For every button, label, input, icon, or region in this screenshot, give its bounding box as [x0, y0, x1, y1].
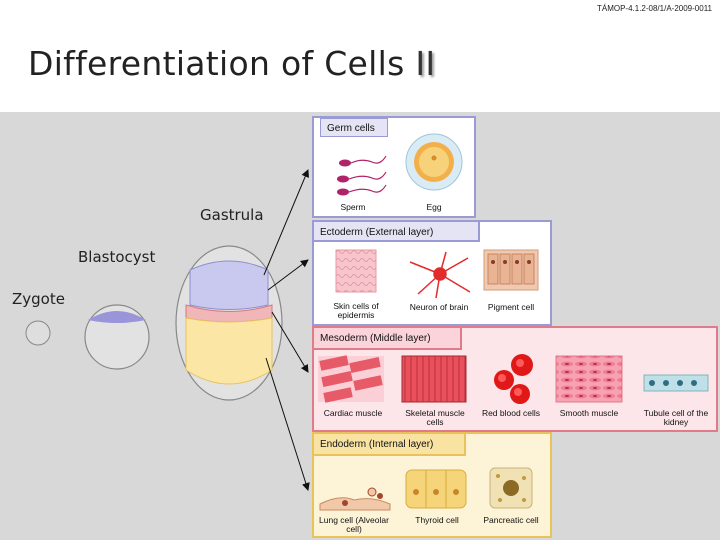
thyroid-cell-caption: Thyroid cell: [415, 515, 459, 525]
egg-icon: [406, 134, 462, 190]
lung-cell-caption: Lung cell (Alveolar cell): [319, 515, 389, 534]
blastocyst-label: Blastocyst: [78, 248, 156, 266]
zygote-label: Zygote: [12, 290, 65, 308]
red-blood-cells-icon: [494, 354, 533, 404]
smooth-muscle-caption: Smooth muscle: [559, 408, 619, 418]
skeletal-muscle-icon: [402, 356, 466, 402]
germ-cells-header: Germ cells: [320, 118, 388, 137]
skin-cells-icon: [336, 250, 376, 292]
mesoderm-header: Mesoderm (Middle layer): [312, 326, 462, 350]
header-code: TÁMOP-4.1.2-08/1/A-2009-0011: [596, 4, 712, 13]
gastrula-label: Gastrula: [200, 206, 264, 224]
title-roman: II: [415, 44, 436, 83]
pigment-cell-icon: [484, 250, 538, 290]
pancreatic-cell-caption: Pancreatic cell: [483, 515, 539, 525]
kidney-tubule-caption: Tubule cell of the kidney: [643, 408, 709, 427]
kidney-tubule-icon: [644, 375, 708, 391]
zygote-cell: [26, 321, 50, 345]
smooth-muscle-icon: [556, 356, 622, 402]
skeletal-muscle-caption: Skeletal muscle cells: [405, 408, 465, 427]
title-main: Differentiation of Cells: [28, 44, 405, 83]
sperm-icon: [337, 156, 386, 196]
pancreatic-cell-icon: [490, 468, 532, 508]
thyroid-cell-icon: [406, 470, 466, 508]
neuron-caption: Neuron of brain: [409, 302, 469, 312]
ectoderm-header: Ectoderm (External layer): [312, 220, 480, 242]
skin-cells-caption: Skin cells of epidermis: [333, 301, 379, 320]
endoderm-header: Endoderm (Internal layer): [312, 432, 466, 456]
red-blood-cells-caption: Red blood cells: [481, 408, 541, 418]
egg-caption: Egg: [426, 202, 442, 212]
lung-cell-icon: [320, 488, 390, 510]
cardiac-muscle-icon: [318, 355, 384, 403]
pigment-cell-caption: Pigment cell: [487, 302, 535, 312]
cardiac-muscle-caption: Cardiac muscle: [323, 408, 383, 418]
sperm-caption: Sperm: [340, 202, 366, 212]
neuron-icon: [410, 252, 470, 298]
blastocyst-cell: [85, 305, 149, 369]
